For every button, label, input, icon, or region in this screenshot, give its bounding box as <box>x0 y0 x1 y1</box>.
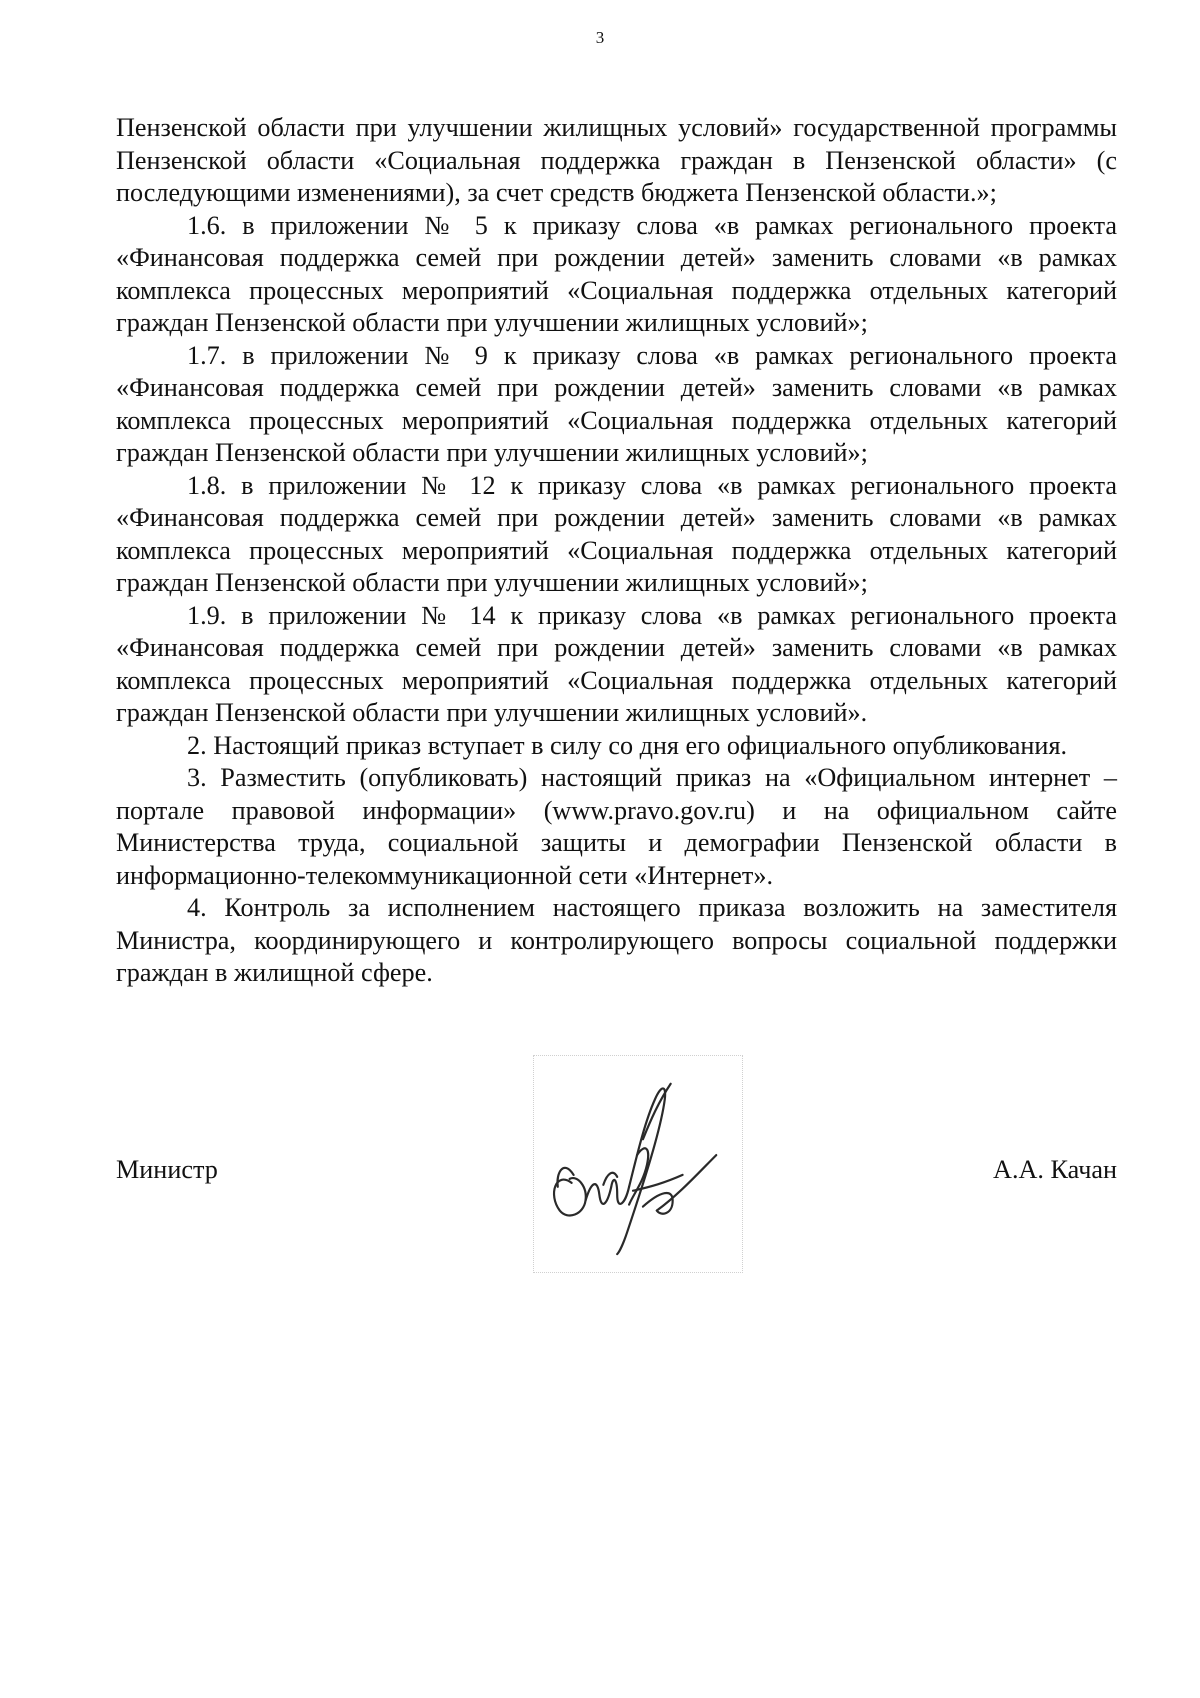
page-number: 3 <box>595 28 605 47</box>
paragraph-item-4: 4. Контроль за исполнением настоящего приказа возложить на заместителя Министра, координирующего и контролирующего вопросы социальной поддержки граждан в жилищной сфере. <box>116 893 1117 987</box>
paragraph-item-1-6: 1.6. в приложении № 5 к приказу слова «в рамках регионального проекта «Финансовая поддержка семей при рождении детей» заменить словами «в рамках комплекса процессных мероприятий «Социальная поддержка отдельных категорий граждан Пензенской области при улучшении жилищных условий»; <box>116 210 1117 337</box>
paragraph-item-2: 2. Настоящий приказ вступает в силу со дня его официального опубликования. <box>187 730 1068 760</box>
handwritten-signature <box>533 1055 743 1273</box>
paragraph-item-1-9: 1.9. в приложении № 14 к приказу слова «в рамках регионального проекта «Финансовая поддержка семей при рождении детей» заменить словами «в рамках комплекса процессных мероприятий «Социальная поддержка отдельных категорий граждан Пензенской области при улучшении жилищных условий». <box>116 600 1117 727</box>
signatory-name: А.А. Качан <box>993 1155 1117 1184</box>
paragraph-continuation: Пензенской области при улучшении жилищных условий» государственной программы Пензенской области «Социальная поддержка граждан в Пензенской области» (с последующими изменениями), за счет средств бюджета Пензенской области.»; <box>116 113 1117 207</box>
signatory-title: Министр <box>116 1155 218 1184</box>
paragraph-item-1-8: 1.8. в приложении № 12 к приказу слова «в рамках регионального проекта «Финансовая поддержка семей при рождении детей» заменить словами «в рамках комплекса процессных мероприятий «Социальная поддержка отдельных категорий граждан Пензенской области при улучшении жилищных условий»; <box>116 470 1117 597</box>
paragraph-item-3: 3. Разместить (опубликовать) настоящий приказ на «Официальном интернет – портале правовой информации» (www.pravo.gov.ru) и на официальном сайте Министерства труда, социальной защиты и демографии Пензенской области в информационно-телекоммуникационной сети «Интернет». <box>116 763 1117 890</box>
document-body <box>116 112 1117 990</box>
signature-block <box>116 1055 1117 1275</box>
paragraph-item-1-7: 1.7. в приложении № 9 к приказу слова «в рамках регионального проекта «Финансовая поддержка семей при рождении детей» заменить словами «в рамках комплекса процессных мероприятий «Социальная поддержка отдельных категорий граждан Пензенской области при улучшении жилищных условий»; <box>116 340 1117 467</box>
